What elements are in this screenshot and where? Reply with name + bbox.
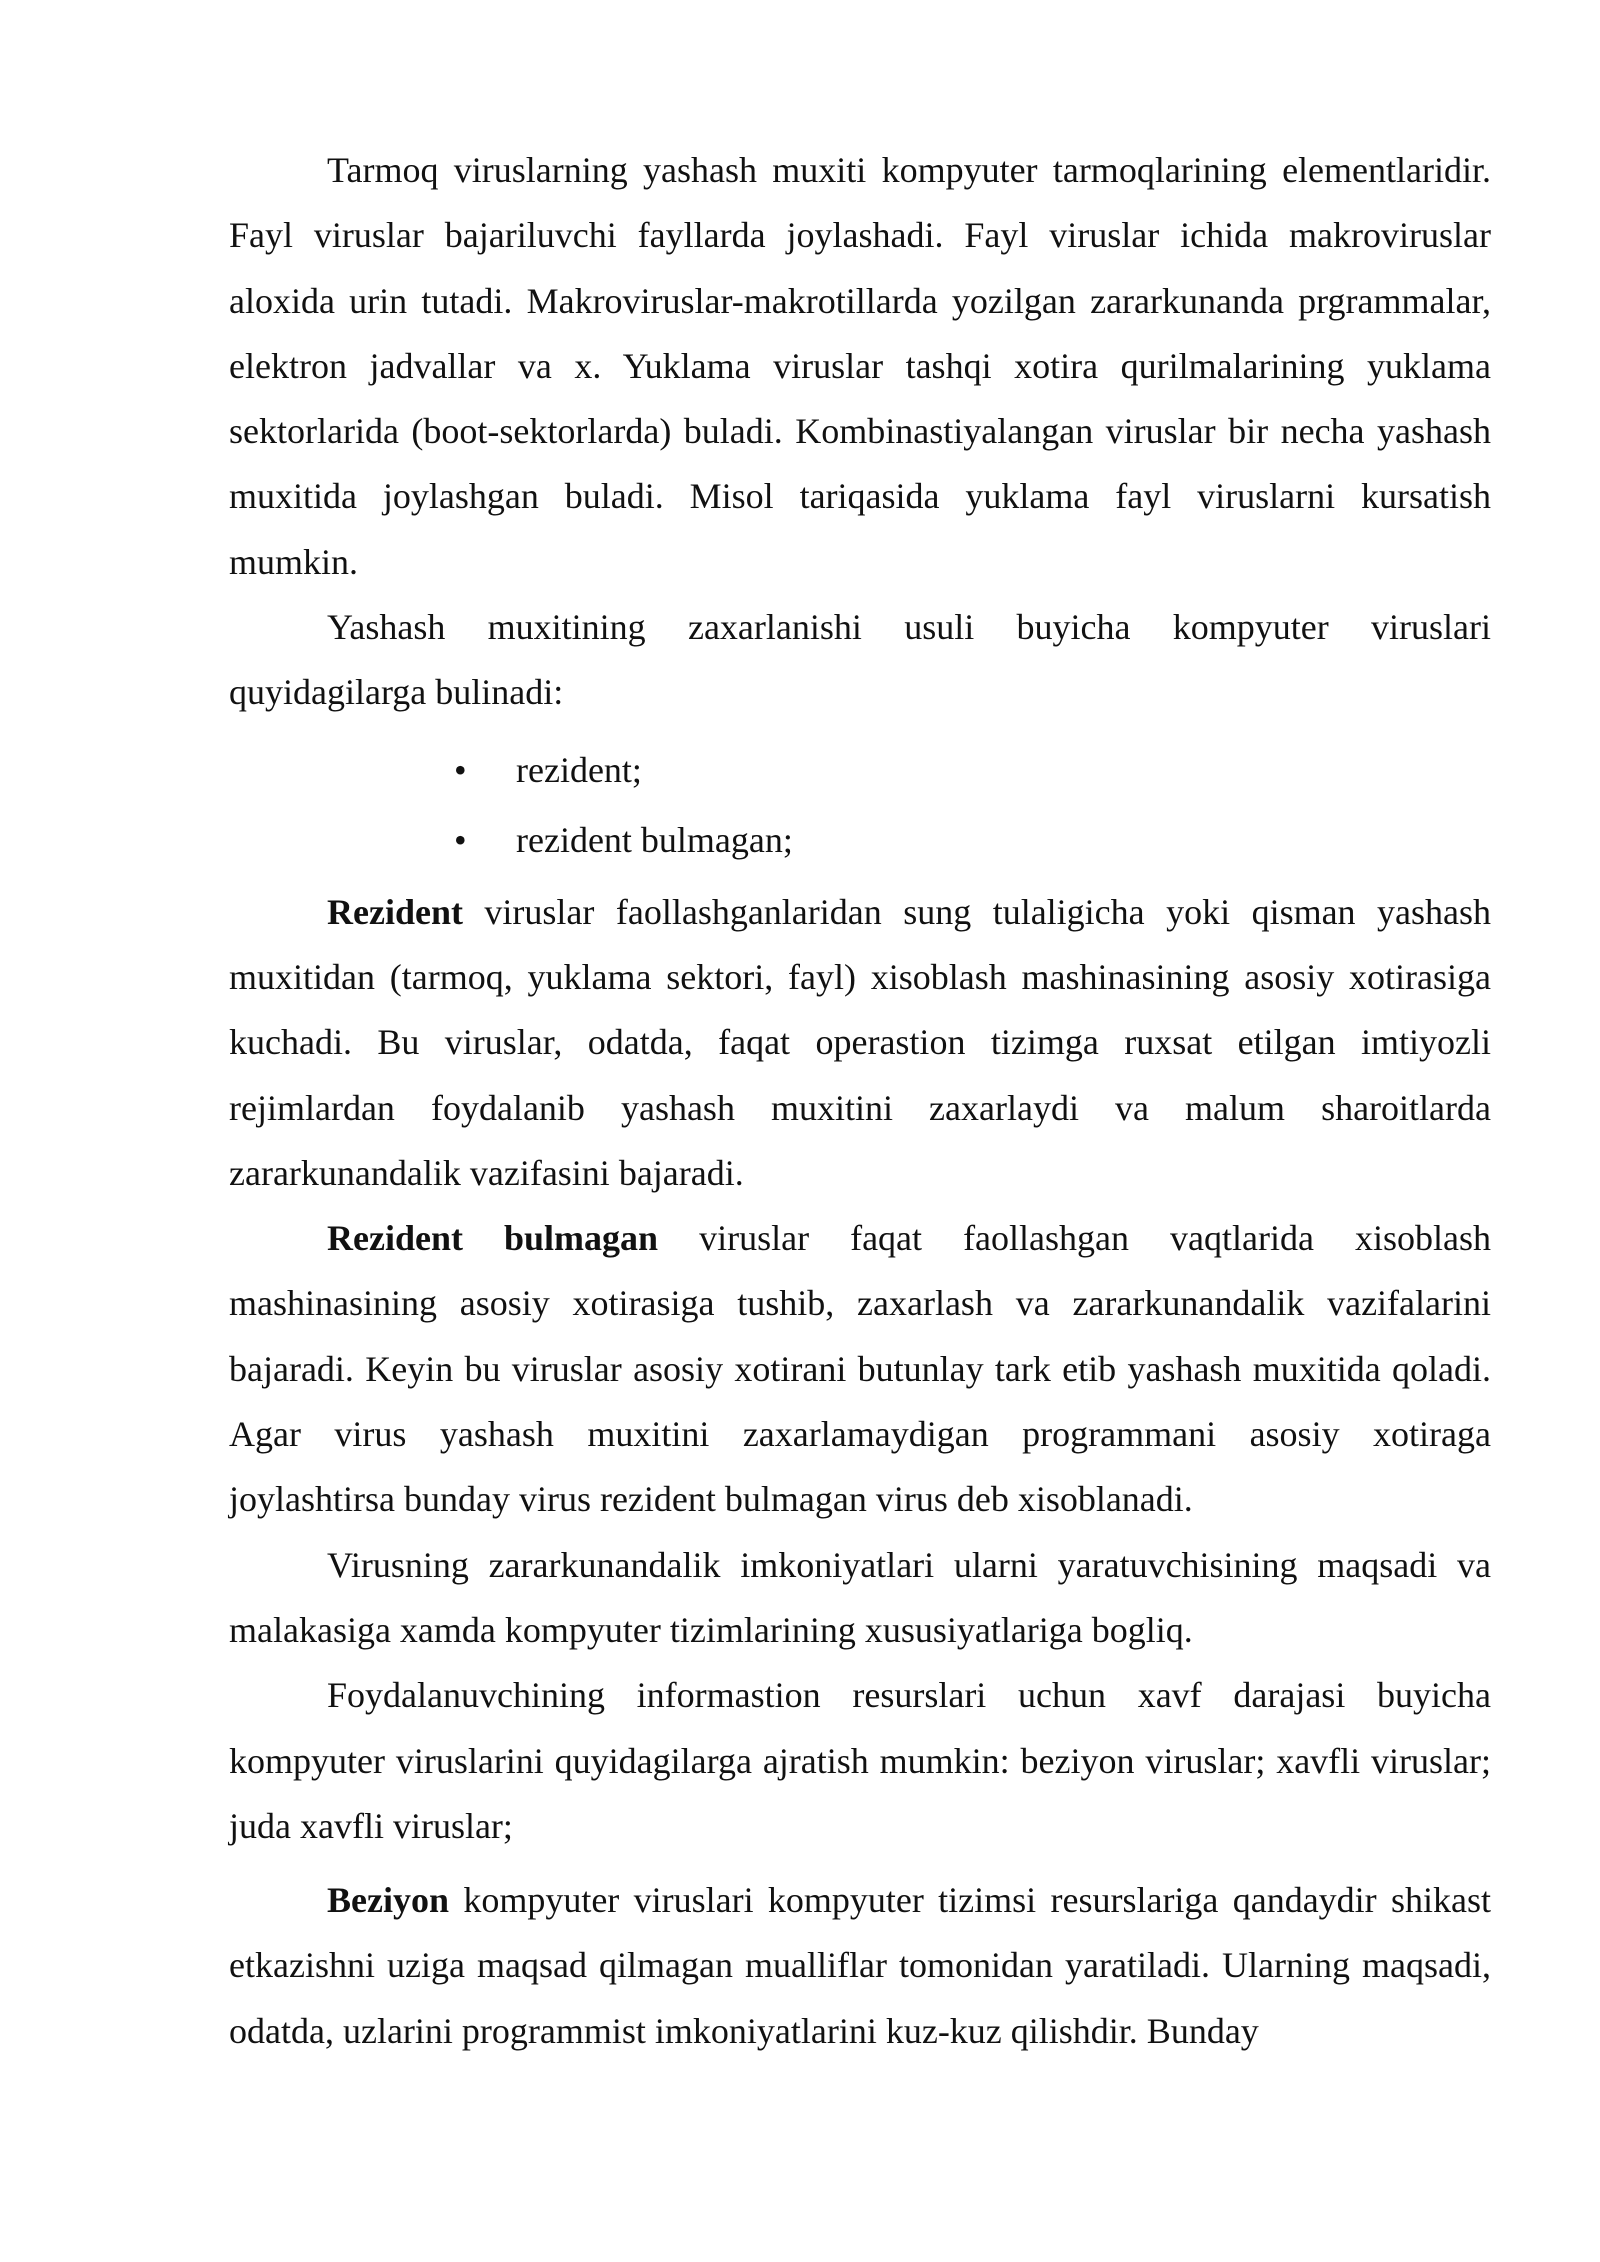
paragraph-danger-levels: Foydalanuvchining informastion resurslari uchun xavf darajasi buyicha kompyuter viruslarini quyidagilarga ajratish mumkin: beziyon viruslar; xavfli viruslar; juda xavfli viruslar; <box>229 1675 1491 1846</box>
paragraph-resident <box>229 880 1491 1206</box>
paragraph-classification-intro: Yashash muxitining zaxarlanishi usuli buyicha kompyuter viruslari quyidagilarga bulinadi: <box>229 607 1491 713</box>
list-item <box>454 805 1491 875</box>
list-item-text: rezident; <box>516 749 642 790</box>
term-resident: Rezident <box>327 891 463 932</box>
paragraph-text: viruslar faqat faollashgan vaqtlarida xisoblash mashinasining asosiy xotirasiga tushib, zaxarlash va zararkunandalik vazifalarini bajaradi. Keyin bu viruslar asosiy xotirani butunlay tark etib yashash muxitida qoladi. Agar virus yashash muxitini zaxarlamaydigan programmani asosiy xotiraga joylashtirsa bunday virus rezident bulmagan virus deb xisoblanadi. <box>229 1218 1491 1520</box>
paragraph-text: kompyuter viruslari kompyuter tizimsi resurslariga qandaydir shikast etkazishni uziga maqsad qilmagan mualliflar tomonidan yaratiladi. Ularning maqsadi, odatda, uzlarini programmist imkoniyatlarini kuz-kuz qilishdir. Bunday <box>229 1880 1491 2051</box>
bullet-list <box>229 735 1491 875</box>
list-item-text: rezident bulmagan; <box>516 819 793 860</box>
bullet-marker: • <box>454 819 467 860</box>
document-page <box>229 138 1491 2064</box>
term-harmless: Beziyon <box>327 1880 449 1921</box>
paragraph-text: viruslar faollashganlaridan sung tulaligicha yoki qisman yashash muxitidan (tarmoq, yuklama sektori, fayl) xisoblash mashinasining asosiy xotirasiga kuchadi. Bu viruslar, odatda, faqat operastion tizimga ruxsat etilgan imtiyozli rejimlardan foydalanib yashash muxitini zaxarlaydi va malum sharoitlarda zararkunandalik vazifasini bajaradi. <box>229 891 1491 1193</box>
bullet-marker: • <box>454 749 467 790</box>
paragraph-non-resident <box>229 1206 1491 1532</box>
paragraph-harm-capability: Virusning zararkunandalik imkoniyatlari ularni yaratuvchisining maqsadi va malakasiga xamda kompyuter tizimlarining xususiyatlariga bogliq. <box>229 1544 1491 1650</box>
paragraph-harmless <box>229 1868 1491 2064</box>
paragraph-network-viruses: Tarmoq viruslarning yashash muxiti kompyuter tarmoqlarining elementlaridir. Fayl viruslar bajariluvchi fayllarda joylashadi. Fayl viruslar ichida makroviruslar aloxida urin tutadi. Makroviruslar-makrotillarda yozilgan zararkunanda prgrammalar, elektron jadvallar va x. Yuklama viruslar tashqi xotira qurilmalarining yuklama sektorlarida (boot-sektorlarda) buladi. Kombinastiyalangan viruslar bir necha yashash muxitida joylashgan buladi. Misol tariqasida yuklama fayl viruslarni kursatish mumkin. <box>229 150 1491 582</box>
list-item <box>454 735 1491 805</box>
term-non-resident: Rezident bulmagan <box>327 1218 659 1259</box>
